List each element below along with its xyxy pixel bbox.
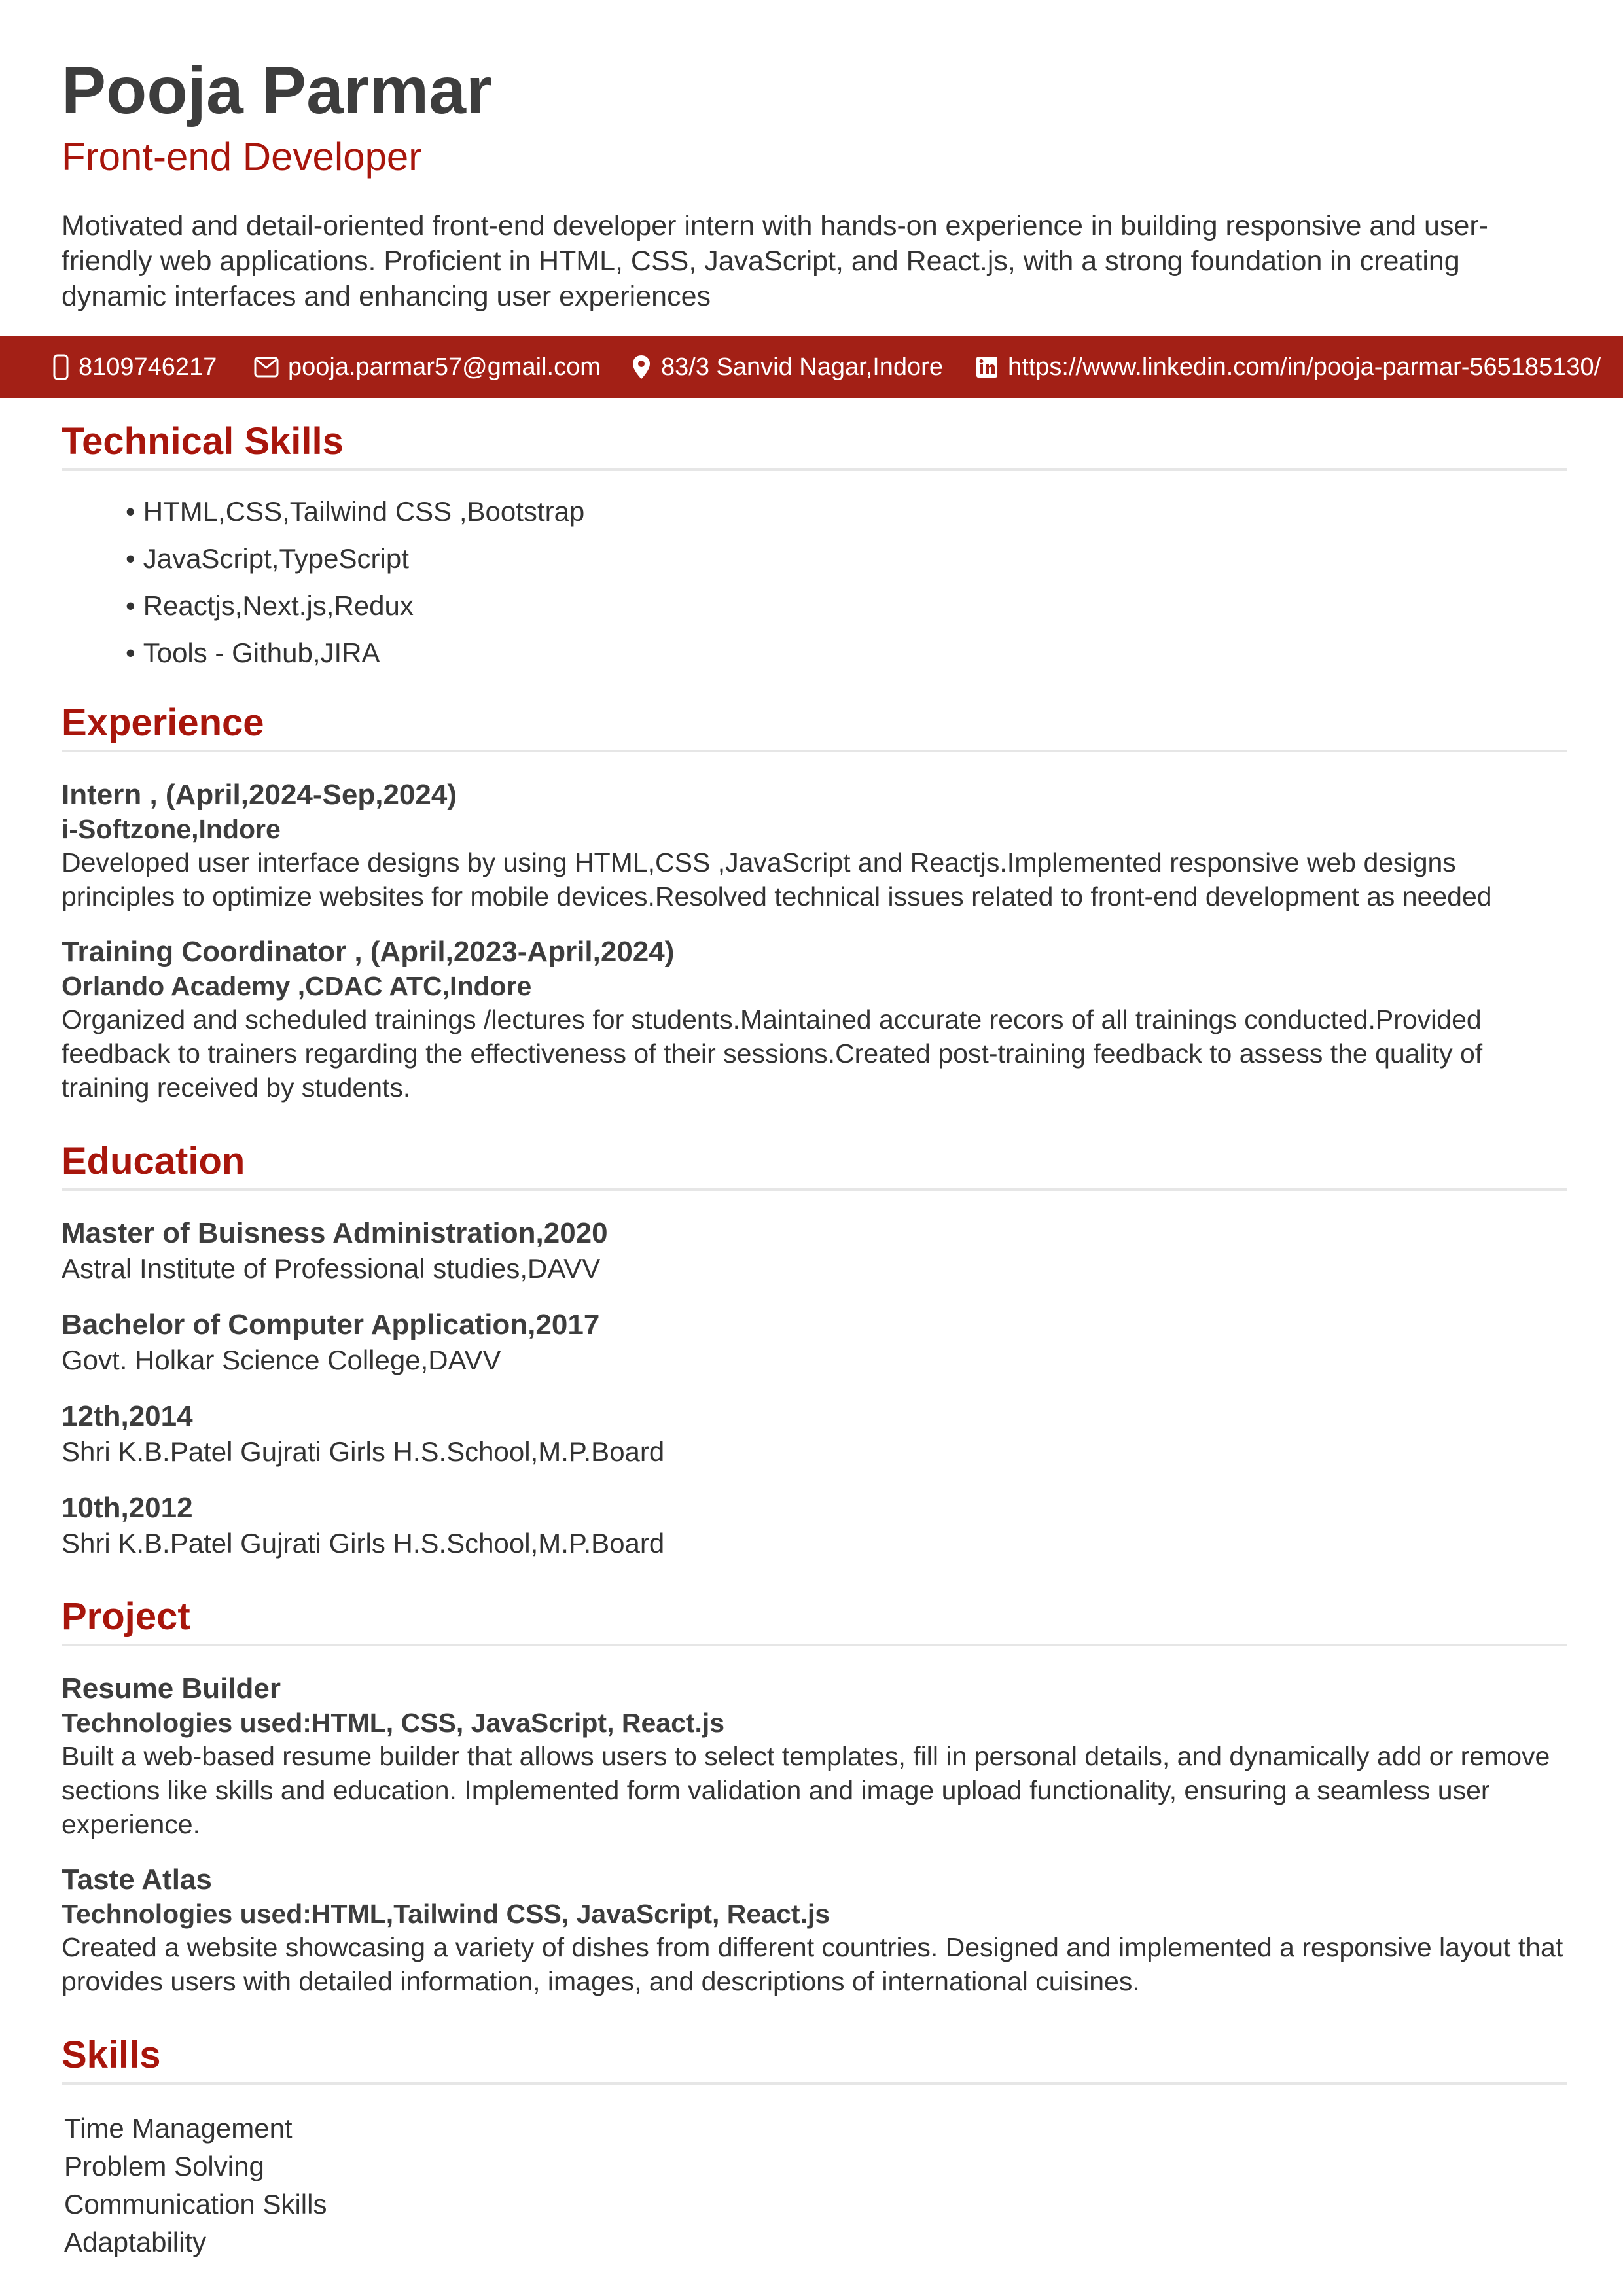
list-item: Time Management: [64, 2113, 293, 2144]
contact-bar: [0, 336, 1623, 398]
job-title: Intern , (April,2024-Sep,2024): [62, 779, 457, 811]
contact-email[interactable]: [254, 336, 601, 398]
project-description: Built a web-based resume builder that allows users to select templates, fill in personal details, and dynamically add or remove sections like skills and education. Implemented form validation and image upload functionality, ensuring a seamless user experience.: [62, 1741, 1550, 1839]
company-name: i-Softzone,Indore: [62, 814, 281, 844]
location-pin-icon: [631, 354, 652, 380]
experience-entry: [62, 934, 1567, 1104]
phone-icon: [52, 354, 69, 380]
project-name: Resume Builder: [62, 1672, 281, 1704]
section-divider: [62, 2082, 1567, 2085]
section-divider: [62, 468, 1567, 471]
address-text: 83/3 Sanvid Nagar,Indore: [661, 353, 943, 381]
degree-title: 10th,2012: [62, 1492, 193, 1524]
linkedin-url: https://www.linkedin.com/in/pooja-parmar-565185130/: [1008, 353, 1601, 381]
job-description: Organized and scheduled trainings /lectures for students.Maintained accurate recors of all trainings conducted.Provided feedback to trainers regarding the effectiveness of their sessions.Created post-training feedback to assess the quality of training received by students.: [62, 1004, 1483, 1103]
education-entry: [62, 1307, 1567, 1378]
resume-header: [0, 0, 1623, 314]
section-divider: [62, 750, 1567, 752]
project-entry: [62, 1862, 1567, 1998]
resume-content: [62, 419, 1567, 2261]
experience-entry: [62, 777, 1567, 913]
project-technologies: Technologies used:HTML, CSS, JavaScript, React.js: [62, 1708, 725, 1738]
job-role: Front-end Developer: [62, 135, 422, 179]
soft-skills-list: [62, 2110, 1567, 2261]
institution-name: Shri K.B.Patel Gujrati Girls H.S.School,M.P.Board: [62, 1528, 665, 1559]
institution-name: Astral Institute of Professional studies,DAVV: [62, 1253, 601, 1284]
projects-section: [62, 1594, 1567, 1998]
contact-phone[interactable]: [52, 336, 217, 398]
education-entry: [62, 1216, 1567, 1286]
experience-section: [62, 700, 1567, 1104]
job-title: Training Coordinator , (April,2023-April,2024): [62, 936, 675, 968]
contact-address: [631, 336, 943, 398]
list-item: • Reactjs,Next.js,Redux: [126, 582, 1567, 629]
profile-summary: Motivated and detail-oriented front-end developer intern with hands-on experience in building responsive and user-friendly web applications. Proficient in HTML, CSS, JavaScript, and React.js, with a strong foundation in creating dynamic interfaces and enhancing user experiences: [62, 210, 1489, 312]
candidate-name: Pooja Parmar: [62, 53, 492, 128]
contact-linkedin[interactable]: [975, 336, 1601, 398]
technical-skills-list: [62, 488, 1567, 677]
technical-skills-section: [62, 419, 1567, 677]
degree-title: Bachelor of Computer Application,2017: [62, 1309, 600, 1341]
skills-section: [62, 2032, 1567, 2261]
project-technologies: Technologies used:HTML,Tailwind CSS, JavaScript, React.js: [62, 1899, 830, 1929]
project-description: Created a website showcasing a variety of dishes from different countries. Designed and implemented a responsive layout that provides users with detailed information, images, and descriptions of international cuisines.: [62, 1932, 1563, 1996]
institution-name: Shri K.B.Patel Gujrati Girls H.S.School,M.P.Board: [62, 1436, 665, 1467]
section-title: Skills: [62, 2034, 161, 2076]
education-section: [62, 1139, 1567, 1561]
institution-name: Govt. Holkar Science College,DAVV: [62, 1345, 501, 1375]
education-entry: [62, 1399, 1567, 1470]
email-address: pooja.parmar57@gmail.com: [288, 353, 601, 381]
list-item: Problem Solving: [64, 2151, 264, 2181]
mail-icon: [254, 356, 279, 378]
education-entry: [62, 1491, 1567, 1561]
list-item: Communication Skills: [64, 2189, 327, 2219]
list-item: • JavaScript,TypeScript: [126, 535, 1567, 582]
section-title: Project: [62, 1595, 190, 1638]
project-name: Taste Atlas: [62, 1863, 212, 1896]
section-divider: [62, 1644, 1567, 1646]
section-title: Education: [62, 1140, 245, 1182]
list-item: • HTML,CSS,Tailwind CSS ,Bootstrap: [126, 488, 1567, 535]
company-name: Orlando Academy ,CDAC ATC,Indore: [62, 971, 532, 1001]
degree-title: Master of Buisness Administration,2020: [62, 1217, 608, 1249]
section-divider: [62, 1188, 1567, 1191]
list-item: • Tools - Github,JIRA: [126, 629, 1567, 677]
section-title: Technical Skills: [62, 420, 344, 463]
section-title: Experience: [62, 701, 264, 744]
list-item: Adaptability: [64, 2227, 207, 2257]
phone-number: 8109746217: [79, 353, 217, 381]
degree-title: 12th,2014: [62, 1400, 193, 1432]
linkedin-icon: [975, 355, 999, 379]
job-description: Developed user interface designs by using HTML,CSS ,JavaScript and Reactjs.Implemented responsive web designs principles to optimize websites for mobile devices.Resolved technical issues related to front-end development as needed: [62, 847, 1492, 911]
project-entry: [62, 1671, 1567, 1841]
